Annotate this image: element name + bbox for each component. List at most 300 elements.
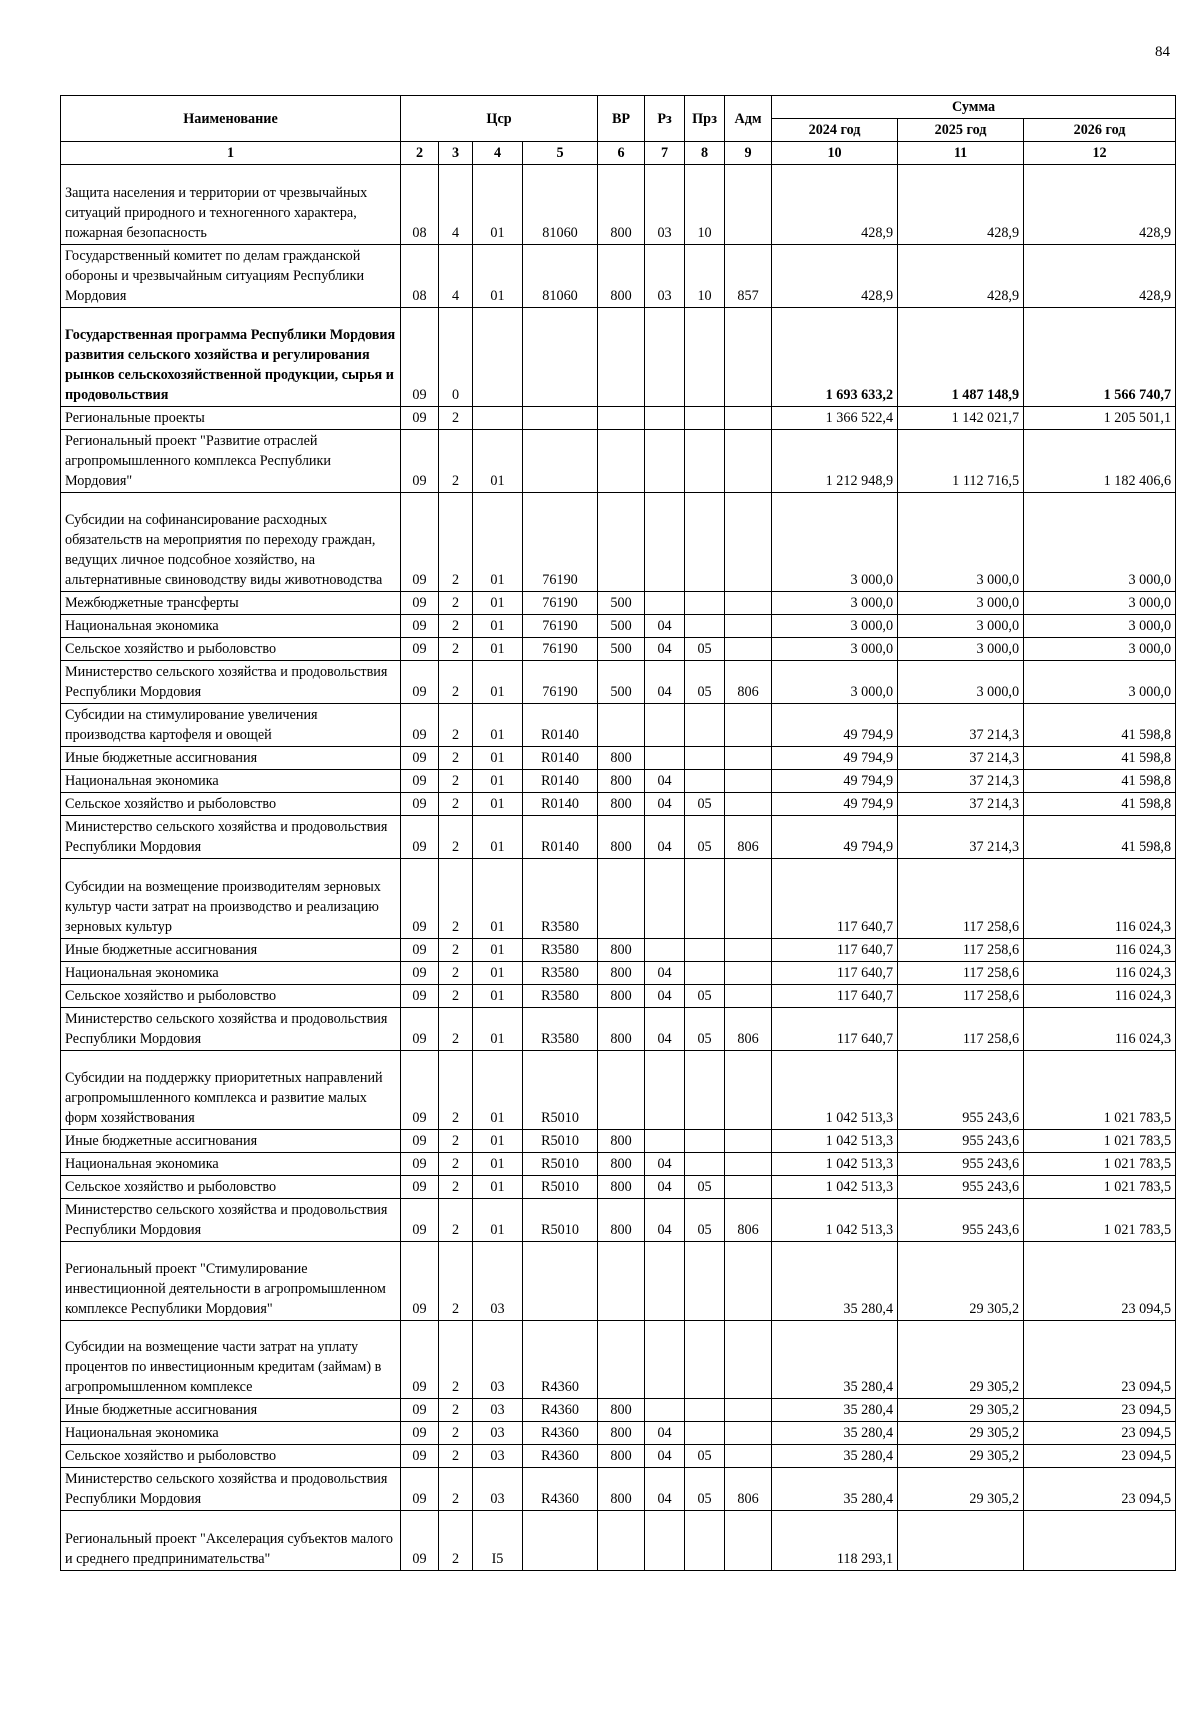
table-row [61,985,1176,1008]
cell-prz [685,1422,725,1445]
cell-adm: 806 [725,1008,772,1051]
table-row [61,592,1176,615]
cell-sum-2026: 1 021 783,5 [1024,1051,1176,1130]
cell-csr-type: 2 [439,592,473,615]
cell-adm [725,638,772,661]
cell-csr-subprogram: I5 [473,1511,523,1571]
cell-csr-subprogram: 01 [473,816,523,859]
cell-rz [645,592,685,615]
cell-rz [645,1051,685,1130]
cell-rz: 04 [645,770,685,793]
cell-vr [598,407,645,430]
cell-rz: 04 [645,985,685,1008]
cell-name: Государственная программа Республики Мордовия развития сельского хозяйства и регулирования рынков сельскохозяйственной продукции, сырья и продовольствия [61,308,401,407]
cell-prz [685,1130,725,1153]
cell-vr: 800 [598,770,645,793]
cell-csr-subprogram: 01 [473,1008,523,1051]
cell-csr-type: 2 [439,1051,473,1130]
cell-prz [685,1511,725,1571]
cell-name: Субсидии на поддержку приоритетных направлений агропромышленного комплекса и развитие малых форм хозяйствования [61,1051,401,1130]
cell-adm [725,1051,772,1130]
cell-csr-program: 08 [401,165,439,245]
cell-vr: 800 [598,165,645,245]
cell-csr-direction [523,1242,598,1321]
cell-csr-subprogram: 03 [473,1321,523,1399]
cell-csr-subprogram: 01 [473,859,523,939]
cell-csr-type: 2 [439,939,473,962]
cell-name: Министерство сельского хозяйства и продовольствия Республики Мордовия [61,1199,401,1242]
cell-prz [685,308,725,407]
cell-csr-program: 09 [401,407,439,430]
cell-vr: 800 [598,939,645,962]
cell-sum-2026: 23 094,5 [1024,1242,1176,1321]
cell-sum-2024: 1 042 513,3 [772,1153,898,1176]
cell-sum-2026: 41 598,8 [1024,747,1176,770]
cell-csr-direction: 76190 [523,661,598,704]
cell-sum-2025: 29 305,2 [898,1321,1024,1399]
cell-sum-2025: 428,9 [898,245,1024,308]
cell-rz: 04 [645,962,685,985]
cell-rz [645,1399,685,1422]
table-row [61,1511,1176,1571]
cell-adm [725,939,772,962]
cell-prz: 05 [685,1008,725,1051]
cell-csr-direction: R0140 [523,747,598,770]
cell-sum-2024: 117 640,7 [772,939,898,962]
table-row [61,1176,1176,1199]
cell-prz [685,1051,725,1130]
cell-sum-2024: 117 640,7 [772,859,898,939]
cell-vr: 800 [598,1468,645,1511]
cell-vr: 800 [598,1153,645,1176]
cell-csr-program: 09 [401,1130,439,1153]
cell-name: Министерство сельского хозяйства и продовольствия Республики Мордовия [61,1008,401,1051]
cell-sum-2026: 1 021 783,5 [1024,1176,1176,1199]
cell-csr-subprogram: 01 [473,1176,523,1199]
cell-rz [645,1242,685,1321]
cell-sum-2026: 23 094,5 [1024,1445,1176,1468]
cell-csr-program: 09 [401,1199,439,1242]
cell-rz: 04 [645,638,685,661]
header-row-1 [61,96,1176,119]
cell-rz [645,1321,685,1399]
table-row [61,747,1176,770]
cell-adm [725,1445,772,1468]
cell-csr-direction: R3580 [523,985,598,1008]
cell-rz [645,704,685,747]
cell-vr: 800 [598,793,645,816]
cell-prz [685,592,725,615]
header-year-2026: 2026 год [1024,119,1176,142]
cell-csr-program: 09 [401,493,439,592]
cell-csr-type: 2 [439,985,473,1008]
cell-csr-direction: 81060 [523,165,598,245]
cell-sum-2024: 428,9 [772,245,898,308]
cell-csr-subprogram: 03 [473,1242,523,1321]
cell-prz [685,407,725,430]
cell-sum-2025: 1 487 148,9 [898,308,1024,407]
cell-adm: 806 [725,661,772,704]
header-year-2024: 2024 год [772,119,898,142]
table-row [61,1321,1176,1399]
cell-adm [725,793,772,816]
header-prz: Прз [685,96,725,142]
cell-adm: 806 [725,1468,772,1511]
cell-csr-direction: R3580 [523,1008,598,1051]
cell-name: Региональные проекты [61,407,401,430]
cell-sum-2025: 955 243,6 [898,1130,1024,1153]
cell-sum-2025: 3 000,0 [898,493,1024,592]
table-row [61,638,1176,661]
col-number: 10 [772,142,898,165]
cell-sum-2026: 23 094,5 [1024,1321,1176,1399]
cell-prz: 05 [685,638,725,661]
cell-rz [645,407,685,430]
cell-csr-direction [523,308,598,407]
cell-sum-2024: 1 212 948,9 [772,430,898,493]
cell-csr-subprogram: 01 [473,638,523,661]
cell-rz [645,939,685,962]
cell-sum-2024: 1 042 513,3 [772,1130,898,1153]
cell-csr-type: 0 [439,308,473,407]
header-name: Наименование [61,96,401,142]
cell-name: Сельское хозяйство и рыболовство [61,793,401,816]
cell-csr-direction: R5010 [523,1176,598,1199]
cell-vr [598,1511,645,1571]
cell-sum-2024: 49 794,9 [772,793,898,816]
col-number: 5 [523,142,598,165]
cell-csr-subprogram: 03 [473,1399,523,1422]
cell-csr-subprogram [473,308,523,407]
cell-csr-type: 4 [439,245,473,308]
table-row [61,661,1176,704]
cell-sum-2024: 35 280,4 [772,1468,898,1511]
cell-prz: 10 [685,245,725,308]
cell-rz [645,430,685,493]
cell-prz: 05 [685,1199,725,1242]
table-row [61,1468,1176,1511]
cell-csr-direction [523,407,598,430]
cell-sum-2024: 1 366 522,4 [772,407,898,430]
table-row [61,704,1176,747]
cell-vr: 800 [598,1445,645,1468]
col-number: 4 [473,142,523,165]
cell-vr [598,859,645,939]
cell-sum-2024: 35 280,4 [772,1445,898,1468]
cell-sum-2026: 3 000,0 [1024,615,1176,638]
cell-csr-subprogram: 01 [473,493,523,592]
cell-rz [645,747,685,770]
cell-csr-direction [523,430,598,493]
cell-vr: 500 [598,615,645,638]
cell-prz [685,747,725,770]
cell-csr-type: 2 [439,407,473,430]
cell-csr-subprogram: 01 [473,939,523,962]
cell-name: Региональный проект "Развитие отраслей агропромышленного комплекса Республики Мордовия" [61,430,401,493]
cell-csr-program: 09 [401,1242,439,1321]
cell-vr: 800 [598,1422,645,1445]
cell-sum-2024: 3 000,0 [772,638,898,661]
cell-vr: 800 [598,1130,645,1153]
table-row [61,1242,1176,1321]
cell-adm [725,962,772,985]
cell-csr-type: 2 [439,816,473,859]
header-csr: Цср [401,96,598,142]
cell-rz [645,308,685,407]
cell-sum-2024: 49 794,9 [772,816,898,859]
cell-sum-2025: 29 305,2 [898,1468,1024,1511]
cell-rz: 04 [645,1445,685,1468]
cell-name: Министерство сельского хозяйства и продовольствия Республики Мордовия [61,816,401,859]
cell-rz: 04 [645,1153,685,1176]
cell-sum-2024: 3 000,0 [772,592,898,615]
cell-adm: 857 [725,245,772,308]
cell-csr-subprogram: 01 [473,747,523,770]
table-row [61,245,1176,308]
cell-csr-type: 2 [439,1199,473,1242]
col-number: 8 [685,142,725,165]
cell-csr-program: 09 [401,962,439,985]
column-number-row [61,142,1176,165]
cell-rz: 04 [645,1008,685,1051]
cell-csr-program: 09 [401,661,439,704]
cell-sum-2026: 3 000,0 [1024,638,1176,661]
cell-rz: 04 [645,816,685,859]
cell-adm [725,704,772,747]
cell-sum-2025: 117 258,6 [898,939,1024,962]
cell-sum-2025: 29 305,2 [898,1242,1024,1321]
cell-rz: 03 [645,165,685,245]
cell-csr-type: 2 [439,1242,473,1321]
cell-sum-2025: 955 243,6 [898,1051,1024,1130]
table-row [61,770,1176,793]
cell-csr-type: 2 [439,1468,473,1511]
cell-sum-2024: 1 042 513,3 [772,1176,898,1199]
cell-name: Региональный проект "Акселерация субъектов малого и среднего предпринимательства" [61,1511,401,1571]
cell-adm [725,1511,772,1571]
table-row [61,1445,1176,1468]
cell-adm [725,985,772,1008]
cell-csr-type: 2 [439,638,473,661]
table-row [61,615,1176,638]
table-row [61,308,1176,407]
cell-vr: 800 [598,747,645,770]
cell-name: Сельское хозяйство и рыболовство [61,1445,401,1468]
table-row [61,407,1176,430]
cell-sum-2025: 3 000,0 [898,592,1024,615]
cell-csr-type: 2 [439,1445,473,1468]
cell-prz [685,1399,725,1422]
cell-sum-2025: 955 243,6 [898,1153,1024,1176]
cell-sum-2026: 1 021 783,5 [1024,1130,1176,1153]
cell-vr: 800 [598,1176,645,1199]
cell-prz [685,1321,725,1399]
cell-csr-subprogram: 01 [473,985,523,1008]
cell-name: Субсидии на софинансирование расходных обязательств на мероприятия по переходу граждан, ведущих личное подсобное хозяйство, на альтернативные свиноводству виды животноводства [61,493,401,592]
cell-sum-2025: 3 000,0 [898,638,1024,661]
cell-csr-subprogram: 01 [473,1153,523,1176]
cell-csr-program: 09 [401,592,439,615]
cell-prz: 05 [685,1468,725,1511]
cell-sum-2024: 3 000,0 [772,661,898,704]
table-row [61,430,1176,493]
cell-rz: 03 [645,245,685,308]
cell-csr-type: 2 [439,1422,473,1445]
col-number: 12 [1024,142,1176,165]
cell-csr-subprogram: 01 [473,430,523,493]
cell-sum-2025: 37 214,3 [898,704,1024,747]
cell-name: Национальная экономика [61,615,401,638]
cell-prz: 05 [685,661,725,704]
cell-sum-2026: 41 598,8 [1024,816,1176,859]
cell-csr-direction: R3580 [523,859,598,939]
cell-adm [725,165,772,245]
cell-vr [598,430,645,493]
cell-name: Субсидии на стимулирование увеличения производства картофеля и овощей [61,704,401,747]
cell-name: Государственный комитет по делам гражданской обороны и чрезвычайным ситуациям Республики Мордовия [61,245,401,308]
cell-sum-2025: 37 214,3 [898,770,1024,793]
cell-sum-2025: 29 305,2 [898,1422,1024,1445]
cell-adm [725,1242,772,1321]
cell-csr-type: 2 [439,1176,473,1199]
cell-csr-direction: R0140 [523,793,598,816]
table-row [61,816,1176,859]
cell-rz: 04 [645,615,685,638]
cell-adm [725,430,772,493]
cell-csr-program: 09 [401,1153,439,1176]
cell-name: Сельское хозяйство и рыболовство [61,985,401,1008]
cell-csr-program: 09 [401,985,439,1008]
cell-prz: 05 [685,816,725,859]
cell-rz [645,1130,685,1153]
cell-sum-2024: 35 280,4 [772,1321,898,1399]
cell-vr: 800 [598,985,645,1008]
cell-csr-program: 09 [401,1399,439,1422]
cell-csr-type: 2 [439,493,473,592]
cell-sum-2024: 3 000,0 [772,615,898,638]
cell-csr-program: 09 [401,1422,439,1445]
col-number: 1 [61,142,401,165]
col-number: 11 [898,142,1024,165]
table-row [61,1008,1176,1051]
col-number: 9 [725,142,772,165]
cell-sum-2025: 117 258,6 [898,985,1024,1008]
cell-csr-direction: R3580 [523,962,598,985]
cell-rz: 04 [645,1422,685,1445]
cell-prz [685,493,725,592]
cell-sum-2026: 116 024,3 [1024,939,1176,962]
cell-sum-2026: 3 000,0 [1024,661,1176,704]
cell-adm [725,1153,772,1176]
cell-csr-subprogram: 01 [473,704,523,747]
header-sum: Сумма [772,96,1176,119]
cell-prz [685,430,725,493]
table-row [61,793,1176,816]
cell-csr-program: 09 [401,430,439,493]
cell-csr-type: 2 [439,1153,473,1176]
cell-sum-2025: 3 000,0 [898,661,1024,704]
cell-prz [685,704,725,747]
cell-sum-2026: 1 205 501,1 [1024,407,1176,430]
cell-csr-subprogram: 01 [473,962,523,985]
cell-csr-direction: R3580 [523,939,598,962]
cell-sum-2026: 428,9 [1024,245,1176,308]
cell-sum-2024: 118 293,1 [772,1511,898,1571]
cell-csr-direction: 76190 [523,615,598,638]
cell-csr-direction: R4360 [523,1445,598,1468]
cell-adm [725,859,772,939]
cell-prz [685,615,725,638]
table-row [61,1399,1176,1422]
cell-csr-program: 09 [401,793,439,816]
cell-sum-2026: 41 598,8 [1024,704,1176,747]
cell-sum-2026 [1024,1511,1176,1571]
cell-rz [645,493,685,592]
cell-sum-2026: 23 094,5 [1024,1399,1176,1422]
cell-name: Национальная экономика [61,962,401,985]
cell-sum-2024: 1 693 633,2 [772,308,898,407]
cell-vr: 500 [598,661,645,704]
cell-csr-direction: 81060 [523,245,598,308]
cell-csr-program: 09 [401,615,439,638]
cell-csr-direction: R5010 [523,1199,598,1242]
cell-csr-program: 09 [401,859,439,939]
cell-vr: 800 [598,1199,645,1242]
cell-name: Иные бюджетные ассигнования [61,747,401,770]
cell-csr-subprogram: 01 [473,770,523,793]
cell-csr-program: 09 [401,747,439,770]
cell-sum-2024: 35 280,4 [772,1399,898,1422]
page-number: 84 [1155,44,1170,60]
cell-sum-2025: 955 243,6 [898,1176,1024,1199]
cell-adm [725,1399,772,1422]
cell-csr-program: 09 [401,816,439,859]
cell-csr-subprogram: 01 [473,661,523,704]
cell-csr-subprogram: 03 [473,1422,523,1445]
cell-adm [725,747,772,770]
cell-csr-direction: R4360 [523,1422,598,1445]
cell-prz: 05 [685,1176,725,1199]
cell-csr-type: 2 [439,1321,473,1399]
cell-sum-2025: 1 112 716,5 [898,430,1024,493]
cell-vr: 800 [598,1399,645,1422]
cell-csr-direction: R0140 [523,770,598,793]
table-row [61,939,1176,962]
cell-sum-2025: 428,9 [898,165,1024,245]
cell-adm [725,1321,772,1399]
cell-name: Региональный проект "Стимулирование инвестиционной деятельности в агропромышленном комплексе Республики Мордовия" [61,1242,401,1321]
cell-name: Министерство сельского хозяйства и продовольствия Республики Мордовия [61,661,401,704]
cell-vr [598,493,645,592]
cell-csr-type: 2 [439,1008,473,1051]
cell-rz: 04 [645,793,685,816]
cell-sum-2026: 116 024,3 [1024,985,1176,1008]
cell-rz: 04 [645,1176,685,1199]
cell-prz [685,962,725,985]
table-row [61,859,1176,939]
cell-sum-2026: 1 182 406,6 [1024,430,1176,493]
cell-sum-2024: 117 640,7 [772,1008,898,1051]
cell-sum-2026: 23 094,5 [1024,1468,1176,1511]
cell-sum-2025 [898,1511,1024,1571]
cell-csr-type: 2 [439,661,473,704]
cell-sum-2025: 1 142 021,7 [898,407,1024,430]
cell-name: Защита населения и территории от чрезвычайных ситуаций природного и техногенного характера, пожарная безопасность [61,165,401,245]
cell-csr-program: 09 [401,1468,439,1511]
cell-csr-subprogram: 01 [473,592,523,615]
cell-sum-2026: 23 094,5 [1024,1422,1176,1445]
cell-name: Сельское хозяйство и рыболовство [61,1176,401,1199]
